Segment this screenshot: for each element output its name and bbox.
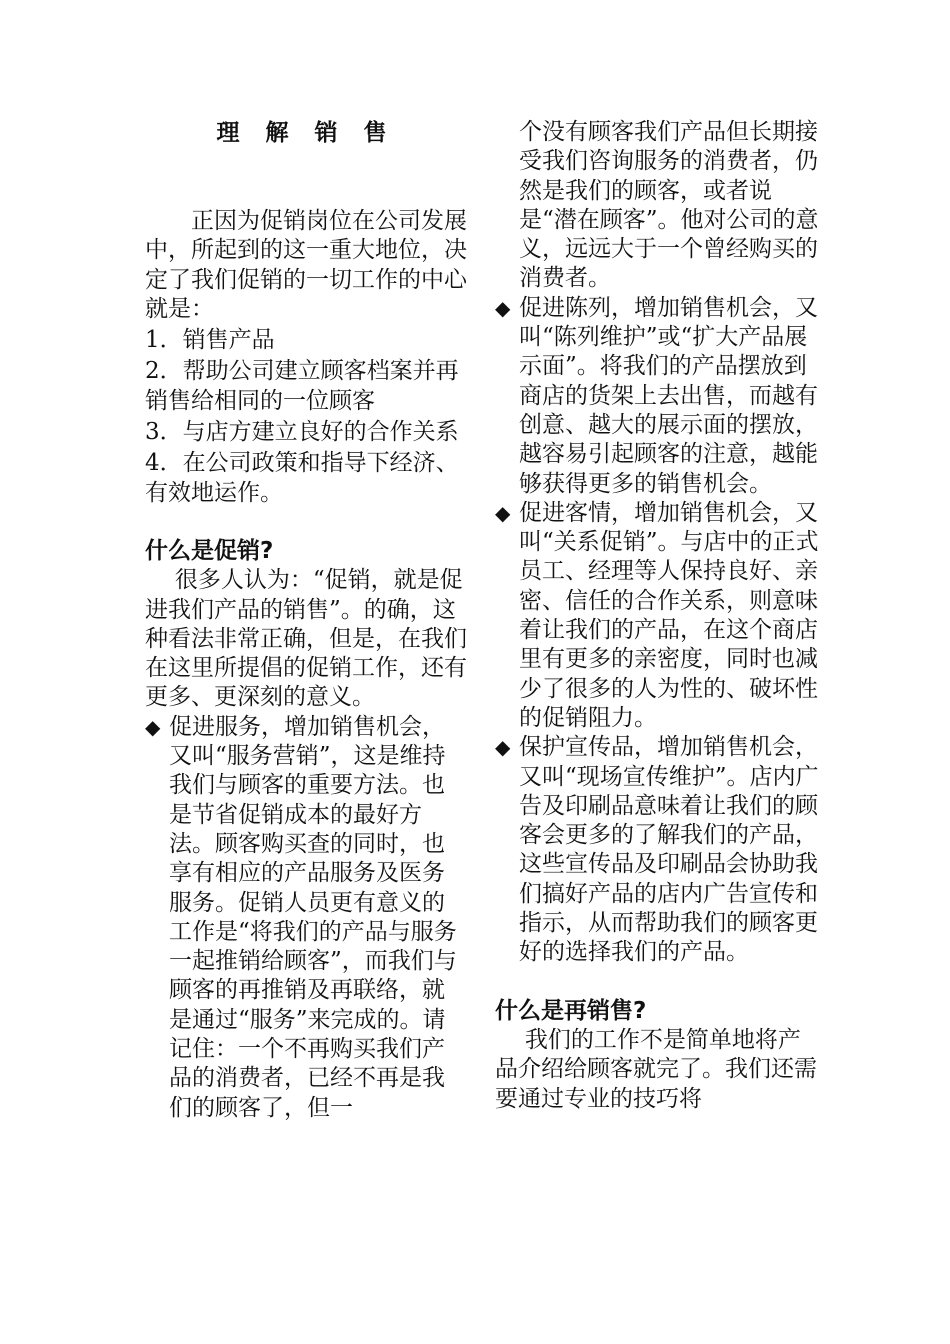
- intro-paragraph: 正因为促销岗位在公司发展中，所起到的这一重大地位，决定了我们促销的一切工作的中心就是：: [145, 208, 467, 322]
- resale-paragraph: 我们的工作不是简单地将产品介绍给顾客就完了。我们还需要通过专业的技巧将: [495, 1026, 817, 1112]
- diamond-bullet-icon: ◆: [495, 295, 511, 320]
- list-item-3: 3．与店方建立良好的合作关系: [145, 419, 459, 446]
- bullet-relationship: [495, 499, 821, 733]
- bullet-display-text: 促进陈列，增加销售机会，又叫“陈列维护”或“扩大产品展示面”。将我们的产品摆放到商店的货架上去出售，而越有创意、越大的展示面的摆放，越容易引起顾客的注意，越能够获得更多的销售机会。: [519, 294, 818, 497]
- bullet-service-text: 促进服务，增加销售机会，又叫“服务营销”，这是维持我们与顾客的重要方法。也是节省促销成本的最好方法。顾客购买查的同时，也享有相应的产品服务及医务服务。促销人员更有意义的工作是“将我们的产品与服务一起推销给顾客”，而我们与顾客的再推销及再联络，就是通过“服务”来完成的。请记住：一个不再购买我们产品的消费者，已经不再是我们的顾客了，但一: [169, 713, 457, 1121]
- bullet-materials: [495, 733, 821, 967]
- list-item-2: 2．帮助公司建立顾客档案并再销售给相同的一位顾客: [145, 358, 459, 414]
- bullet-display: [495, 294, 821, 499]
- section-heading-resale: 什么是再销售?: [495, 997, 647, 1024]
- diamond-bullet-icon: ◆: [145, 714, 161, 739]
- document-title: 理 解 销 售: [216, 119, 396, 146]
- bullet-service: [145, 713, 467, 1123]
- section-heading-promotion: 什么是促销?: [145, 537, 274, 564]
- bullet-materials-text: 保护宣传品，增加销售机会，又叫“现场宣传维护”。店内广告及印刷品意味着让我们的顾客会更多的了解我们的产品，这些宣传品及印刷品会协助我们搞好产品的店内广告宣传和指示，从而帮助我们的顾客更好的选择我们的产品。: [519, 734, 819, 966]
- diamond-bullet-icon: ◆: [495, 735, 511, 760]
- bullet-service-continued: 个没有顾客我们产品但长期接受我们咨询服务的消费者，仍然是我们的顾客，或者说是“潜在顾客”。他对公司的意义，远远大于一个曾经购买的消费者。: [519, 119, 819, 292]
- list-item-1: 1．销售产品: [145, 327, 275, 354]
- diamond-bullet-icon: ◆: [495, 500, 511, 525]
- promotion-paragraph: 很多人认为：“促销，就是促进我们产品的销售”。的确，这种看法非常正确，但是，在我们在这里所提倡的促销工作，还有更多、更深刻的意义。: [145, 567, 467, 711]
- right-column: [495, 118, 821, 1114]
- left-column: [145, 118, 467, 1123]
- bullet-relationship-text: 促进客情，增加销售机会，又叫“关系促销”。与店中的正式员工、经理等人保持良好、亲密、信任的合作关系，则意味着让我们的产品，在这个商店里有更多的亲密度，同时也减少了很多的人为性的、破坏性的促销阻力。: [519, 499, 819, 731]
- list-item-4: 4．在公司政策和指导下经济、有效地运作。: [145, 450, 459, 506]
